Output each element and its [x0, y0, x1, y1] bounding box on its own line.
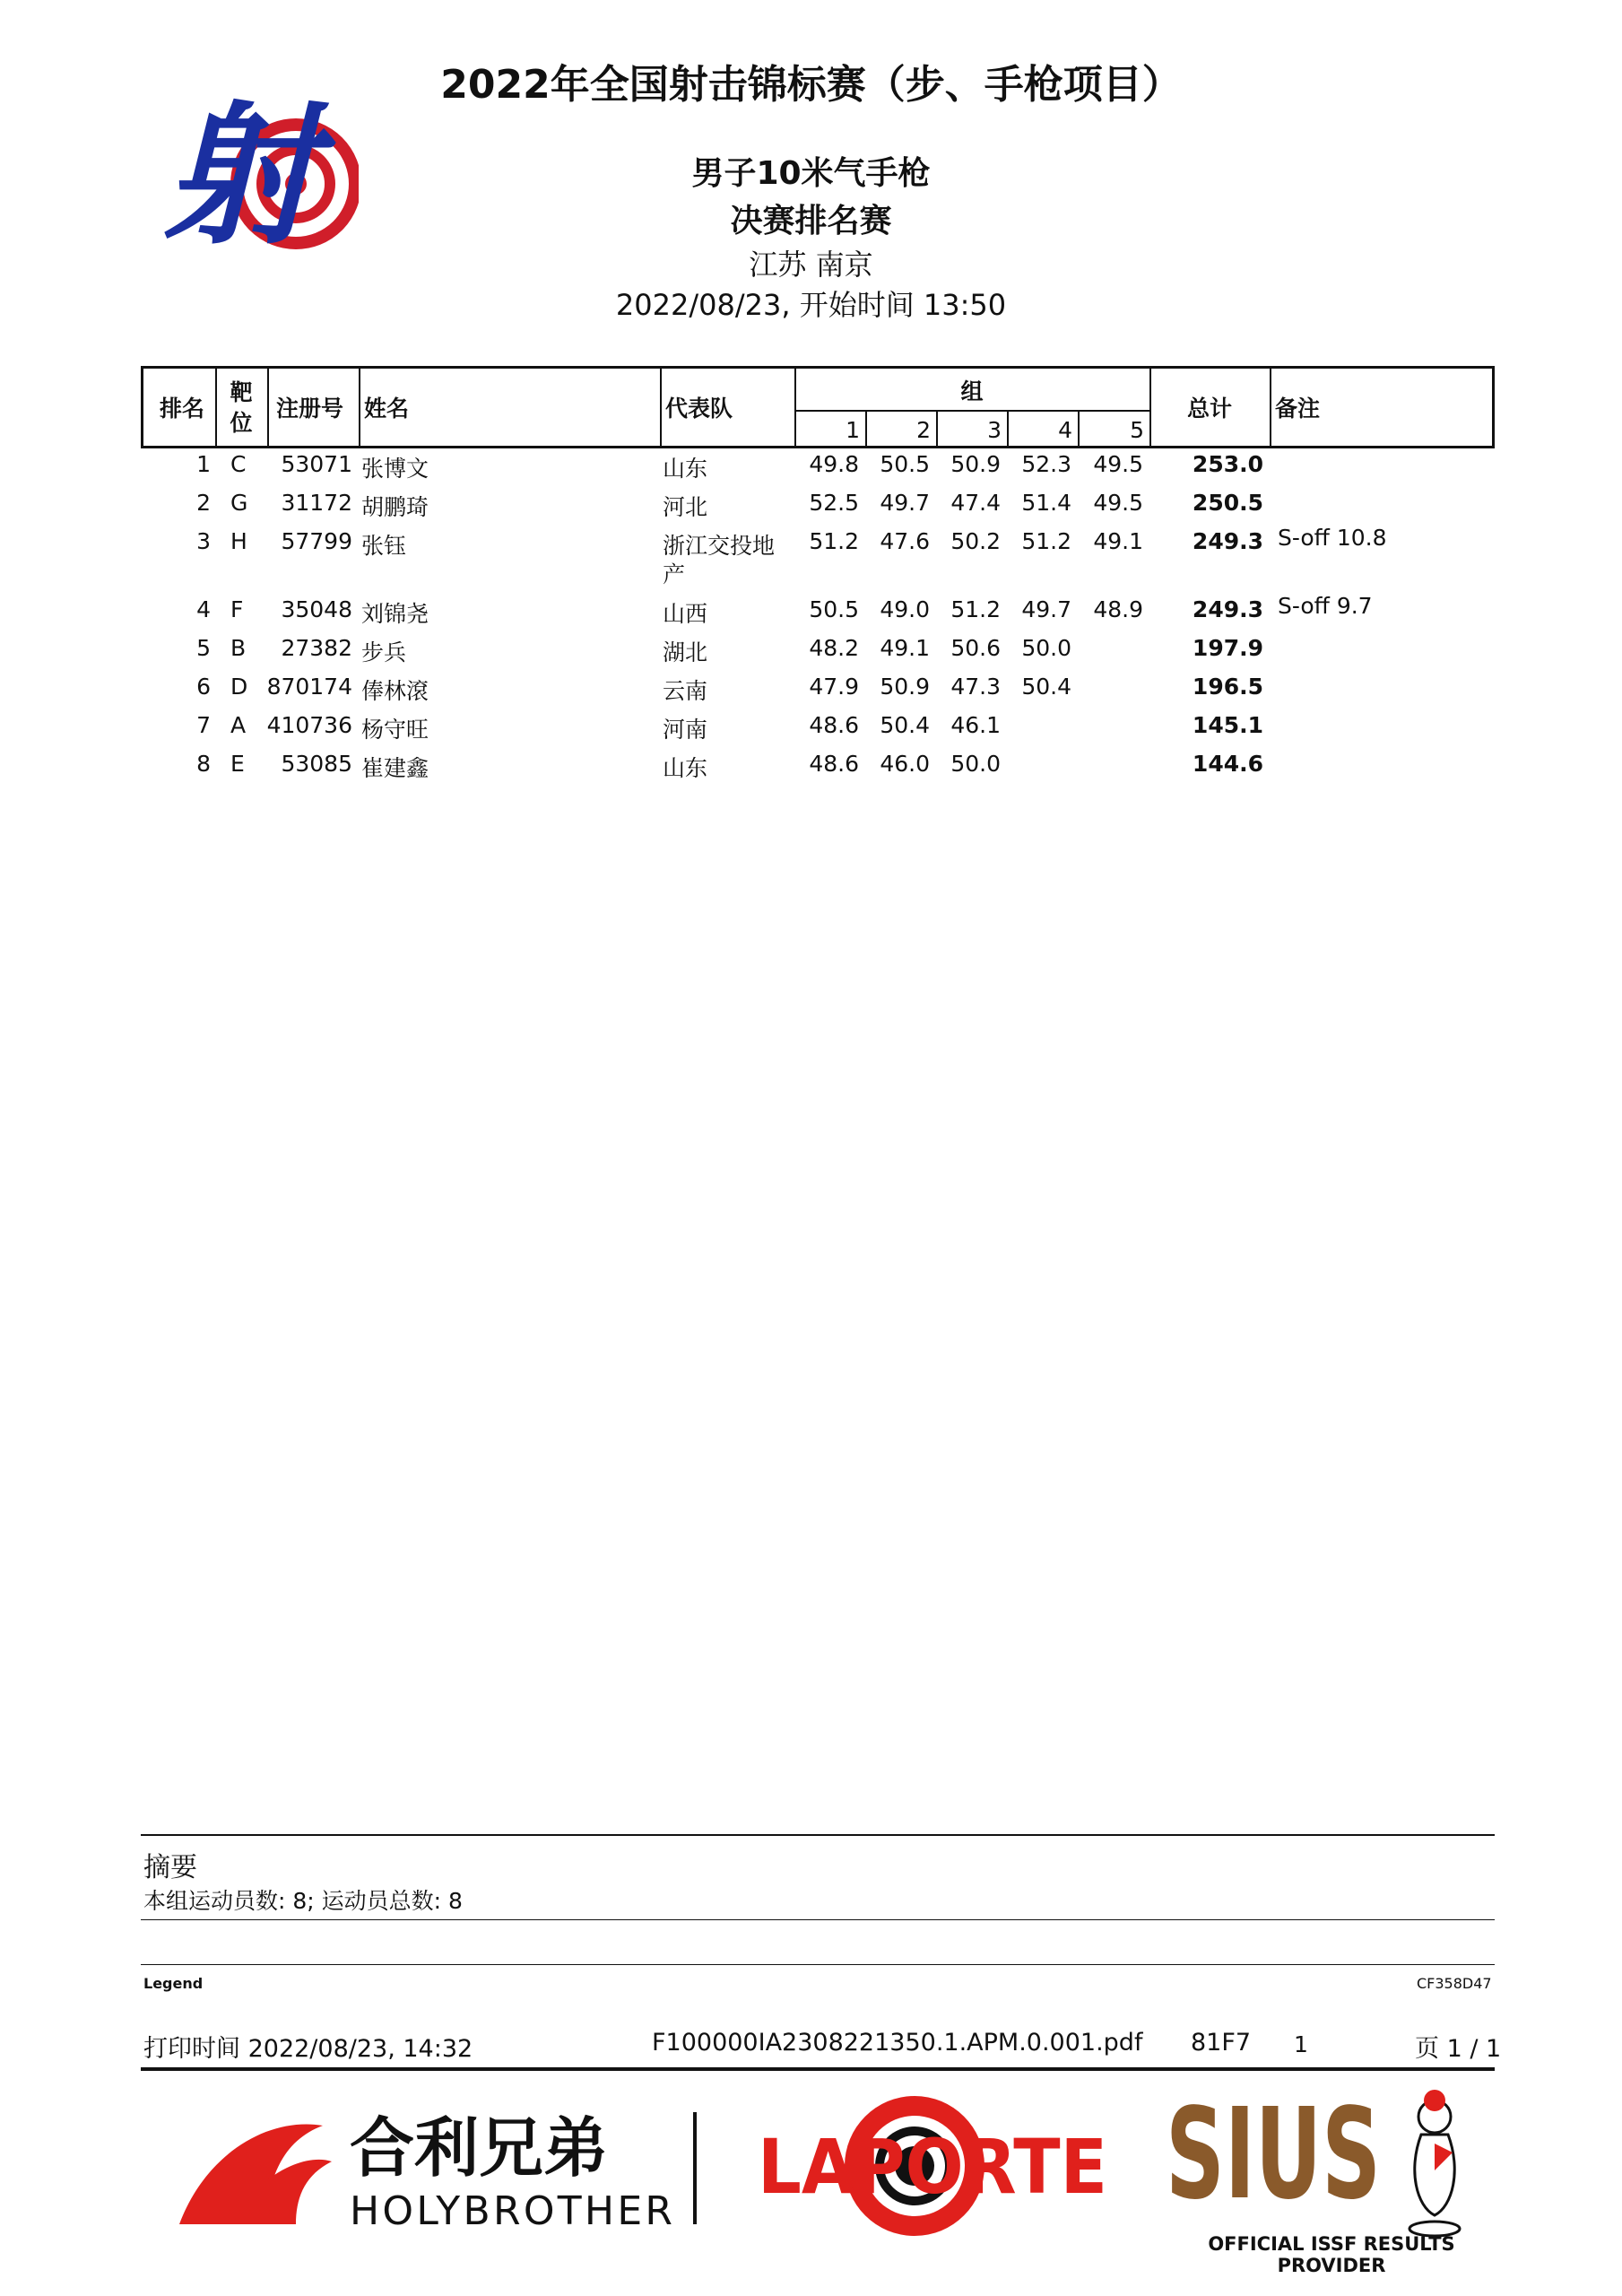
- cell-total: 196.5: [1192, 674, 1263, 700]
- cell-s2: 47.6: [880, 528, 930, 554]
- cell-total: 253.0: [1192, 451, 1263, 477]
- cell-s3: 50.6: [950, 635, 1001, 661]
- cell-rank: 3: [196, 528, 211, 554]
- col-rank: 排名: [160, 396, 205, 422]
- holybrother-logo: [170, 2099, 699, 2233]
- cell-target: A: [230, 712, 247, 738]
- cell-reg-no: 27382: [281, 635, 352, 661]
- cell-total: 145.1: [1192, 712, 1263, 738]
- cell-s3: 47.3: [950, 674, 1001, 700]
- results-table-header: [141, 366, 1495, 448]
- cell-name: 胡鹏琦: [361, 494, 429, 520]
- cell-target: G: [230, 490, 248, 516]
- table-row: [141, 525, 1495, 591]
- cell-name: 杨守旺: [361, 717, 429, 743]
- cell-s2: 50.5: [880, 451, 930, 477]
- cell-team: 湖北: [663, 639, 708, 665]
- cell-reg-no: 57799: [281, 528, 352, 554]
- cell-team: 河南: [663, 717, 708, 743]
- col-series-2: 2: [916, 417, 931, 443]
- cell-team: 河北: [663, 494, 708, 520]
- event-name: 男子10米气手枪: [691, 155, 931, 192]
- cell-s1: 48.2: [809, 635, 859, 661]
- cell-s3: 47.4: [950, 490, 1001, 516]
- cell-s3: 51.2: [950, 596, 1001, 622]
- cell-target: E: [230, 751, 245, 777]
- document-code: CF358D47: [1417, 1975, 1492, 1992]
- cell-s5: 48.9: [1093, 596, 1143, 622]
- cell-s2: 49.0: [880, 596, 930, 622]
- col-series-3: 3: [987, 417, 1002, 443]
- summary-title: 摘要: [143, 1852, 197, 1883]
- cell-team: 山东: [663, 755, 708, 781]
- cell-s2: 49.1: [880, 635, 930, 661]
- page-marker: 1: [1294, 2031, 1308, 2057]
- cell-rank: 7: [196, 712, 211, 738]
- cell-s2: 50.9: [880, 674, 930, 700]
- cell-target: B: [230, 635, 247, 661]
- summary-divider-bottom: [141, 1919, 1495, 1920]
- cell-s1: 48.6: [809, 751, 859, 777]
- cell-s1: 50.5: [809, 596, 859, 622]
- laporte-text: LAPORTE: [758, 2123, 1107, 2211]
- cell-name: 步兵: [361, 639, 407, 665]
- cell-total: 249.3: [1192, 596, 1263, 622]
- cell-team: 山西: [663, 601, 708, 627]
- cell-rank: 2: [196, 490, 211, 516]
- col-team: 代表队: [665, 396, 733, 422]
- file-name: F100000IA2308221350.1.APM.0.001.pdf: [652, 2029, 1143, 2057]
- sius-logo: [1166, 2081, 1488, 2251]
- cell-team: 山东: [663, 456, 708, 482]
- logo-glyph: 射: [163, 88, 317, 265]
- cell-remarks: S-off 10.8: [1278, 525, 1387, 551]
- cell-team: 云南: [663, 678, 708, 704]
- footer-divider: [141, 2067, 1495, 2071]
- cell-rank: 1: [196, 451, 211, 477]
- legend-divider: [141, 1964, 1495, 1965]
- table-row: [141, 751, 1495, 787]
- cell-s1: 47.9: [809, 674, 859, 700]
- cell-rank: 8: [196, 751, 211, 777]
- col-remarks: 备注: [1275, 396, 1321, 422]
- cell-target: C: [230, 451, 247, 477]
- cell-s3: 50.2: [950, 528, 1001, 554]
- cell-s2: 46.0: [880, 751, 930, 777]
- cell-remarks: S-off 9.7: [1278, 593, 1373, 619]
- cell-s5: 49.5: [1093, 451, 1143, 477]
- summary-divider: [141, 1834, 1495, 1836]
- cell-rank: 4: [196, 596, 211, 622]
- summary-text: 本组运动员数: 8; 运动员总数: 8: [143, 1888, 463, 1914]
- col-name: 姓名: [364, 396, 410, 422]
- venue: 江苏 南京: [749, 248, 873, 282]
- col-target: 靶位: [230, 379, 253, 436]
- cell-s4: 51.4: [1021, 490, 1071, 516]
- cell-total: 249.3: [1192, 528, 1263, 554]
- cell-s4: 51.2: [1021, 528, 1071, 554]
- cell-target: H: [230, 528, 247, 554]
- cell-s3: 50.9: [950, 451, 1001, 477]
- table-row: [141, 490, 1495, 526]
- table-row: [141, 674, 1495, 709]
- cell-rank: 6: [196, 674, 211, 700]
- holybrother-en: HOLYBROTHER: [350, 2188, 672, 2233]
- cell-s5: 49.1: [1093, 528, 1143, 554]
- cell-reg-no: 53085: [281, 751, 352, 777]
- cell-target: F: [230, 596, 244, 622]
- cell-name: 崔建鑫: [361, 755, 429, 781]
- document-title: 2022年全国射击锦标赛（步、手枪项目）: [440, 62, 1182, 108]
- cell-s1: 52.5: [809, 490, 859, 516]
- cell-s2: 50.4: [880, 712, 930, 738]
- cell-reg-no: 53071: [281, 451, 352, 477]
- col-series-group: 组: [960, 378, 984, 404]
- col-series-5: 5: [1130, 417, 1144, 443]
- page-count: 页 1 / 1: [1415, 2035, 1502, 2063]
- legend-label: Legend: [143, 1975, 204, 1992]
- print-time: 打印时间 2022/08/23, 14:32: [143, 2035, 473, 2063]
- col-series-1: 1: [846, 417, 860, 443]
- cell-reg-no: 870174: [266, 674, 352, 700]
- cell-s3: 46.1: [950, 712, 1001, 738]
- cell-target: D: [230, 674, 248, 700]
- table-row: [141, 635, 1495, 671]
- cell-name: 刘锦尧: [361, 601, 429, 627]
- col-series-4: 4: [1058, 417, 1072, 443]
- cell-total: 144.6: [1192, 751, 1263, 777]
- laporte-logo: [758, 2090, 1107, 2238]
- cell-reg-no: 410736: [266, 712, 352, 738]
- cell-name: 张钰: [361, 533, 407, 559]
- start-datetime: 2022/08/23, 开始时间 13:50: [615, 288, 1007, 322]
- holybrother-cn: 合利兄弟: [350, 2110, 609, 2186]
- cell-s4: 50.0: [1021, 635, 1071, 661]
- col-reg-no: 注册号: [276, 396, 344, 422]
- cell-s2: 49.7: [880, 490, 930, 516]
- cell-name: 俸林滾: [361, 678, 429, 704]
- cell-team-wrap: 产: [663, 561, 686, 587]
- phase-name: 决赛排名赛: [730, 203, 892, 239]
- cell-s1: 48.6: [809, 712, 859, 738]
- table-row: [141, 593, 1495, 632]
- cell-rank: 5: [196, 635, 211, 661]
- checksum: 81F7: [1191, 2029, 1252, 2057]
- cell-s1: 51.2: [809, 528, 859, 554]
- cell-name: 张博文: [361, 456, 429, 482]
- cell-s4: 52.3: [1021, 451, 1071, 477]
- cell-s3: 50.0: [950, 751, 1001, 777]
- mascot-icon: [1409, 2090, 1460, 2236]
- cell-s5: 49.5: [1093, 490, 1143, 516]
- cell-total: 250.5: [1192, 490, 1263, 516]
- sius-text: SIUS: [1166, 2082, 1381, 2228]
- cell-s1: 49.8: [809, 451, 859, 477]
- col-total: 总计: [1186, 396, 1232, 422]
- table-row: [141, 451, 1495, 487]
- cell-s4: 50.4: [1021, 674, 1071, 700]
- table-row: [141, 712, 1495, 748]
- cell-reg-no: 35048: [281, 596, 352, 622]
- cell-total: 197.9: [1192, 635, 1263, 661]
- cell-team: 浙江交投地: [663, 533, 776, 559]
- cell-s4: 49.7: [1021, 596, 1071, 622]
- cell-reg-no: 31172: [281, 490, 352, 516]
- sius-tagline: OFFICIAL ISSF RESULTS PROVIDER: [1208, 2233, 1455, 2276]
